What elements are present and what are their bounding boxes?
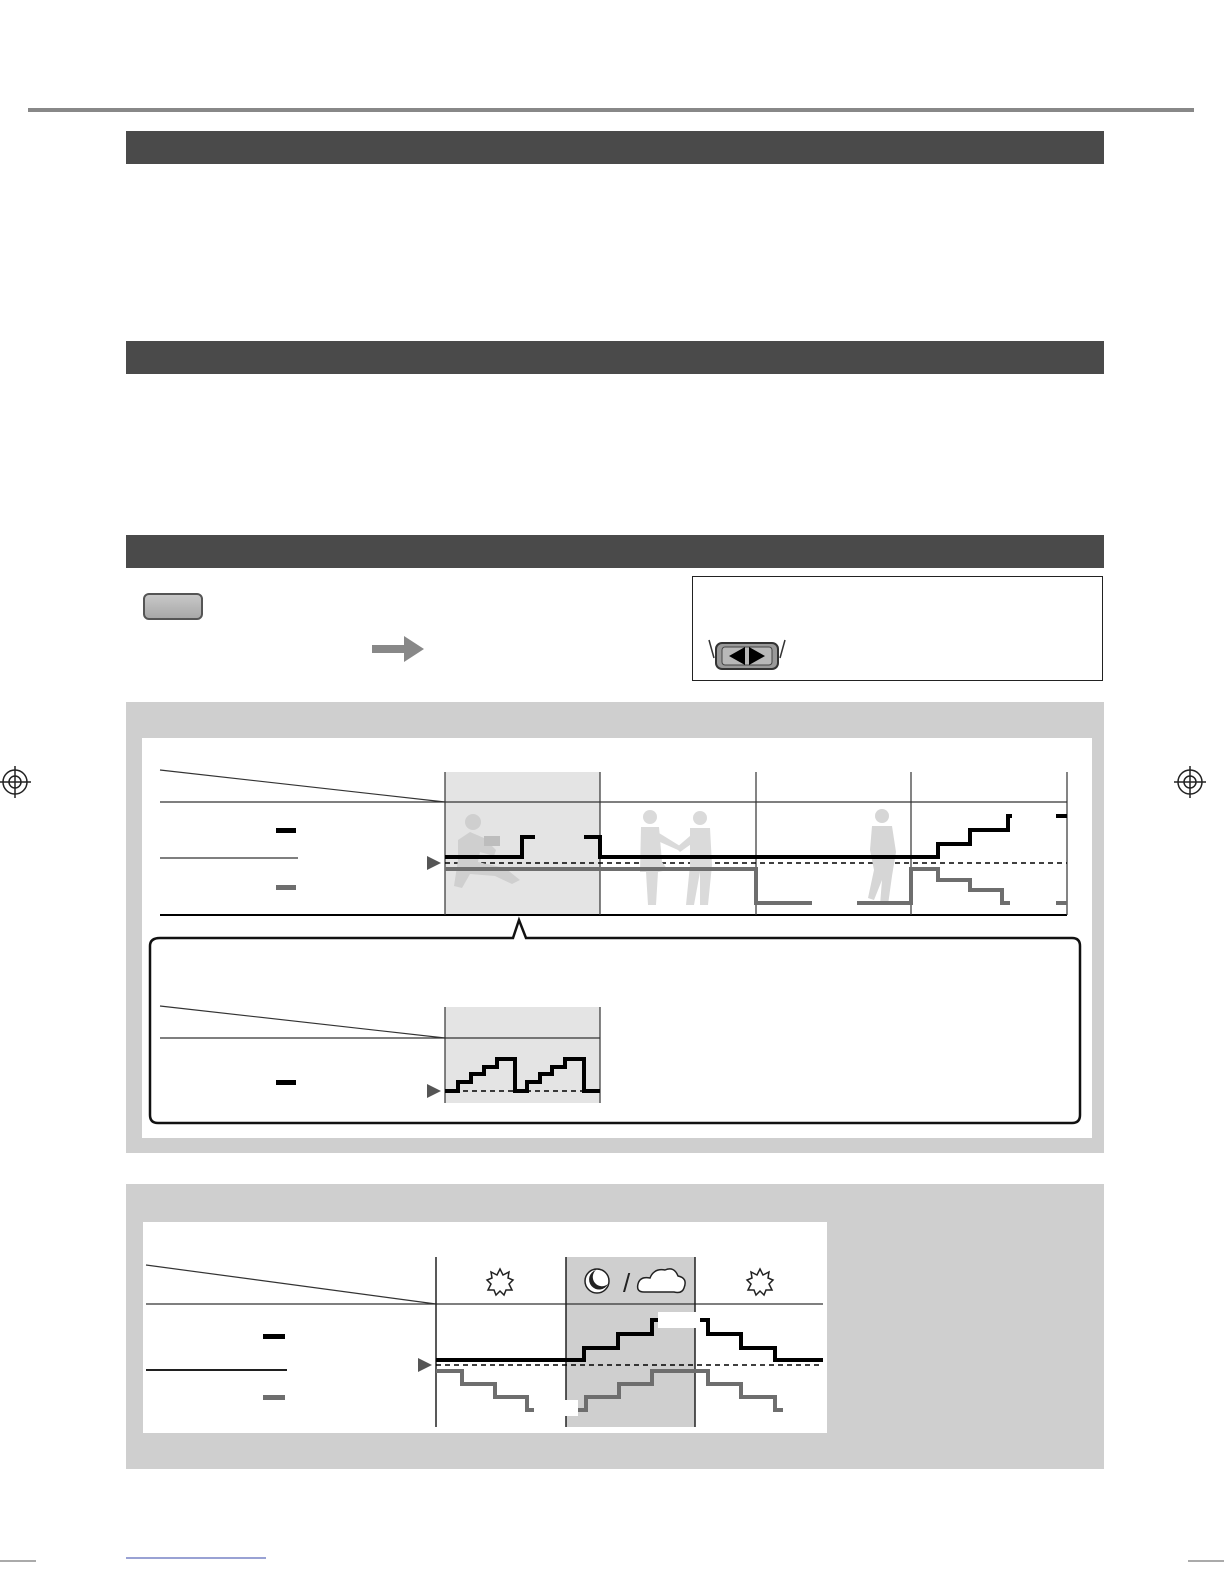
legend2-dark-mark bbox=[263, 1334, 285, 1339]
legend-dark-mark bbox=[276, 828, 296, 833]
slash-text: / bbox=[623, 1268, 631, 1298]
gap-mask bbox=[658, 1312, 698, 1328]
table-diagonal bbox=[160, 770, 445, 802]
sun-icon bbox=[487, 1269, 513, 1295]
registration-mark-icon bbox=[0, 766, 31, 798]
table2-diagonal bbox=[146, 1265, 436, 1304]
dark-step-line-2 bbox=[700, 1320, 823, 1360]
legend-grey-mark bbox=[276, 885, 296, 890]
moon-icon bbox=[585, 1269, 609, 1293]
callout-legend-mark bbox=[276, 1080, 296, 1085]
reference-marker bbox=[427, 856, 441, 870]
grey-step-line-2 bbox=[436, 1371, 534, 1410]
callout-bubble bbox=[150, 920, 1080, 1123]
reference2-marker bbox=[418, 1358, 432, 1372]
legend2-grey-mark bbox=[263, 1395, 285, 1400]
sun-icon bbox=[747, 1269, 773, 1295]
callout-highlight bbox=[445, 1007, 600, 1103]
gap-mask-2 bbox=[554, 1400, 578, 1416]
registration-mark-icon bbox=[1174, 766, 1206, 798]
